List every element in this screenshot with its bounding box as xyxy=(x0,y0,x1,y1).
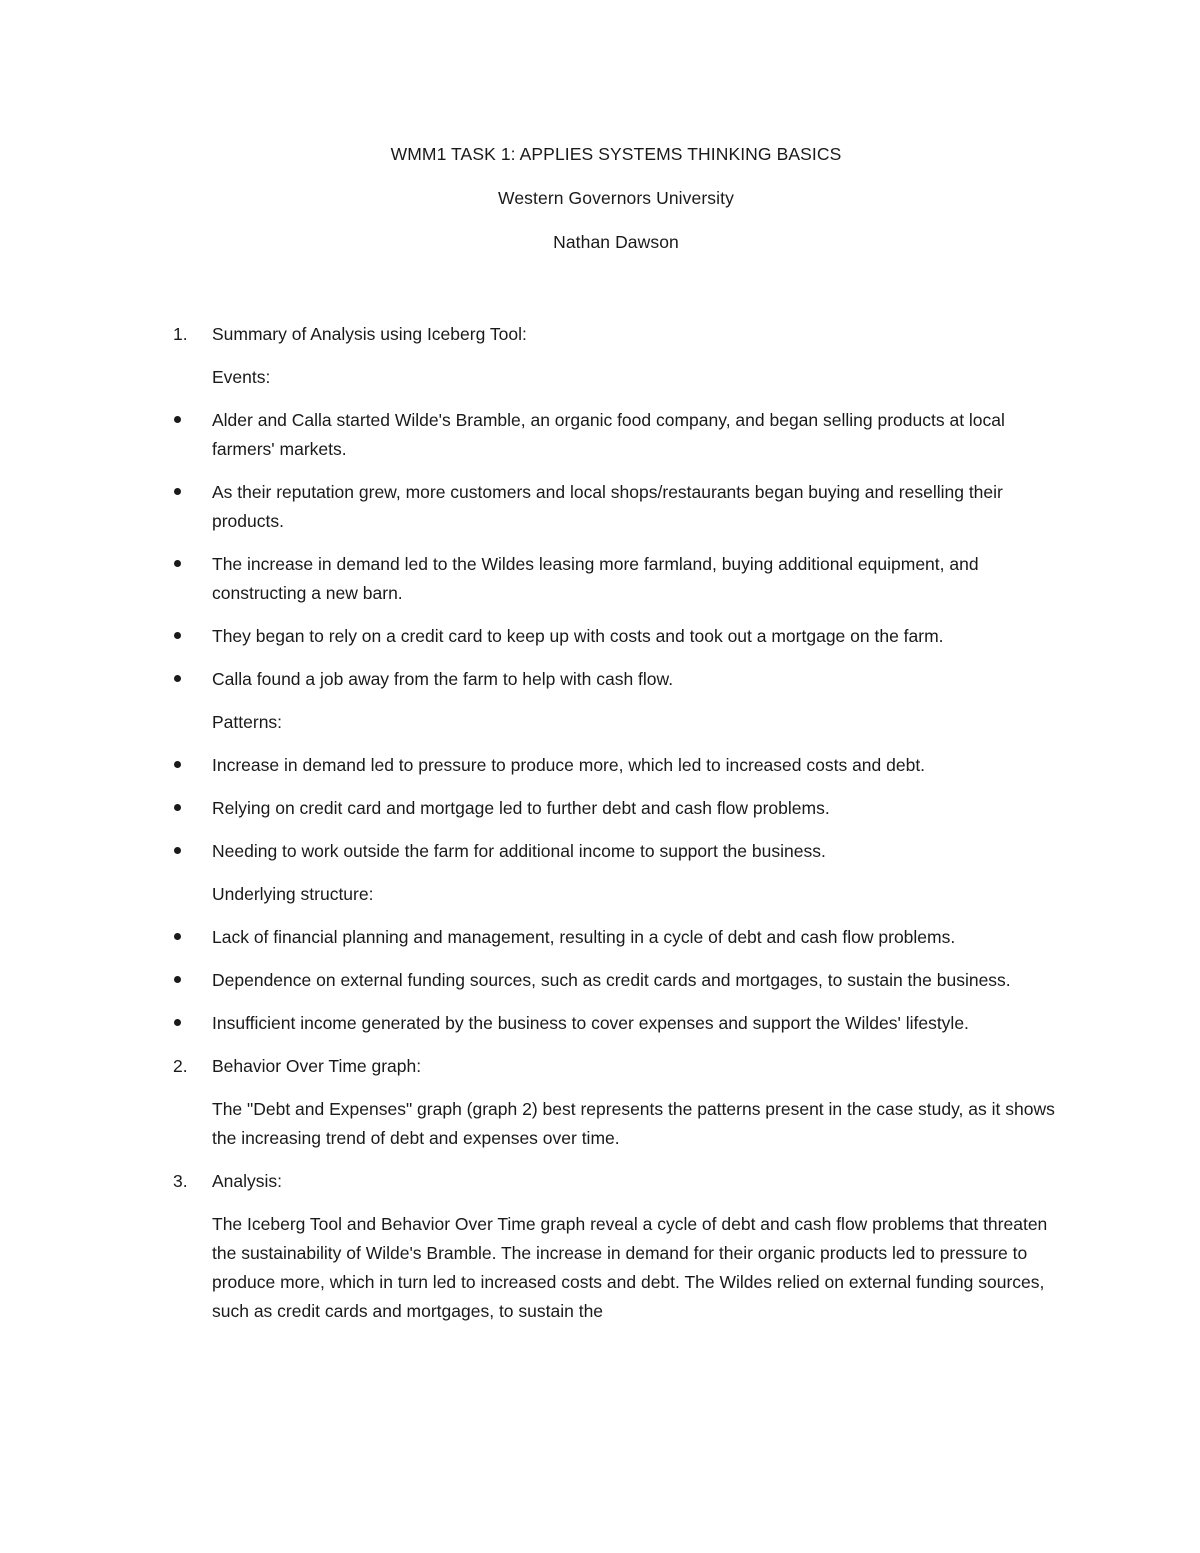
list-item-text: Lack of financial planning and management, resulting in a cycle of debt and cash flow problems. xyxy=(212,927,956,947)
patterns-label: Patterns: xyxy=(212,712,283,732)
structure-label: Underlying structure: xyxy=(212,884,374,904)
list-item xyxy=(212,837,1072,866)
title-block xyxy=(0,143,1200,275)
list-item xyxy=(212,966,1072,995)
list-item xyxy=(212,622,1072,651)
bullet-icon xyxy=(174,560,181,567)
list-item xyxy=(212,1009,1072,1038)
bullet-icon xyxy=(174,488,181,495)
section-1-heading xyxy=(173,320,1072,349)
section-3-heading xyxy=(173,1167,1072,1196)
list-item-text: As their reputation grew, more customers and local shops/restaurants began buying and reselling their products. xyxy=(212,482,1003,531)
bullet-icon xyxy=(174,761,181,768)
institution-name: Western Governors University xyxy=(498,188,734,208)
list-item-text: Dependence on external funding sources, such as credit cards and mortgages, to sustain the business. xyxy=(212,970,1011,990)
list-item xyxy=(212,923,1072,952)
bullet-icon xyxy=(174,976,181,983)
list-item xyxy=(212,550,1072,608)
section-2-body: The "Debt and Expenses" graph (graph 2) best represents the patterns present in the case study, as it shows the increasing trend of debt and expenses over time. xyxy=(212,1099,1055,1148)
document-title: WMM1 TASK 1: APPLIES SYSTEMS THINKING BASICS xyxy=(390,144,842,164)
list-item-text: The increase in demand led to the Wildes leasing more farmland, buying additional equipment, and constructing a new barn. xyxy=(212,554,979,603)
section-heading: Summary of Analysis using Iceberg Tool: xyxy=(212,324,527,344)
section-number: 2. xyxy=(173,1056,188,1076)
author-name: Nathan Dawson xyxy=(553,232,679,252)
section-number: 3. xyxy=(173,1171,188,1191)
list-item-text: Increase in demand led to pressure to produce more, which led to increased costs and debt. xyxy=(212,755,926,775)
section-number: 1. xyxy=(173,324,188,344)
list-item xyxy=(212,665,1072,694)
list-item-text: Insufficient income generated by the business to cover expenses and support the Wildes' lifestyle. xyxy=(212,1013,969,1033)
list-item-text: They began to rely on a credit card to keep up with costs and took out a mortgage on the farm. xyxy=(212,626,944,646)
document-body xyxy=(173,320,1072,1340)
section-heading: Analysis: xyxy=(212,1171,283,1191)
list-item-text: Relying on credit card and mortgage led to further debt and cash flow problems. xyxy=(212,798,830,818)
list-item-text: Alder and Calla started Wilde's Bramble, an organic food company, and began selling products at local farmers' markets. xyxy=(212,410,1005,459)
bullet-icon xyxy=(174,1019,181,1026)
bullet-icon xyxy=(174,933,181,940)
events-label: Events: xyxy=(212,367,271,387)
list-item-text: Calla found a job away from the farm to help with cash flow. xyxy=(212,669,674,689)
section-3-body: The Iceberg Tool and Behavior Over Time graph reveal a cycle of debt and cash flow problems that threaten the sustainability of Wilde's Bramble. The increase in demand for their organic products led to pressure to produce more, which in turn led to increased costs and debt. The Wildes relied on external funding sources, such as credit cards and mortgages, to sustain the xyxy=(212,1214,1048,1321)
list-item xyxy=(212,794,1072,823)
bullet-icon xyxy=(174,804,181,811)
list-item xyxy=(212,406,1072,464)
list-item-text: Needing to work outside the farm for additional income to support the business. xyxy=(212,841,826,861)
bullet-icon xyxy=(174,675,181,682)
section-heading: Behavior Over Time graph: xyxy=(212,1056,422,1076)
section-2-heading xyxy=(173,1052,1072,1081)
list-item xyxy=(212,478,1072,536)
bullet-icon xyxy=(174,847,181,854)
list-item xyxy=(212,751,1072,780)
bullet-icon xyxy=(174,632,181,639)
bullet-icon xyxy=(174,416,181,423)
